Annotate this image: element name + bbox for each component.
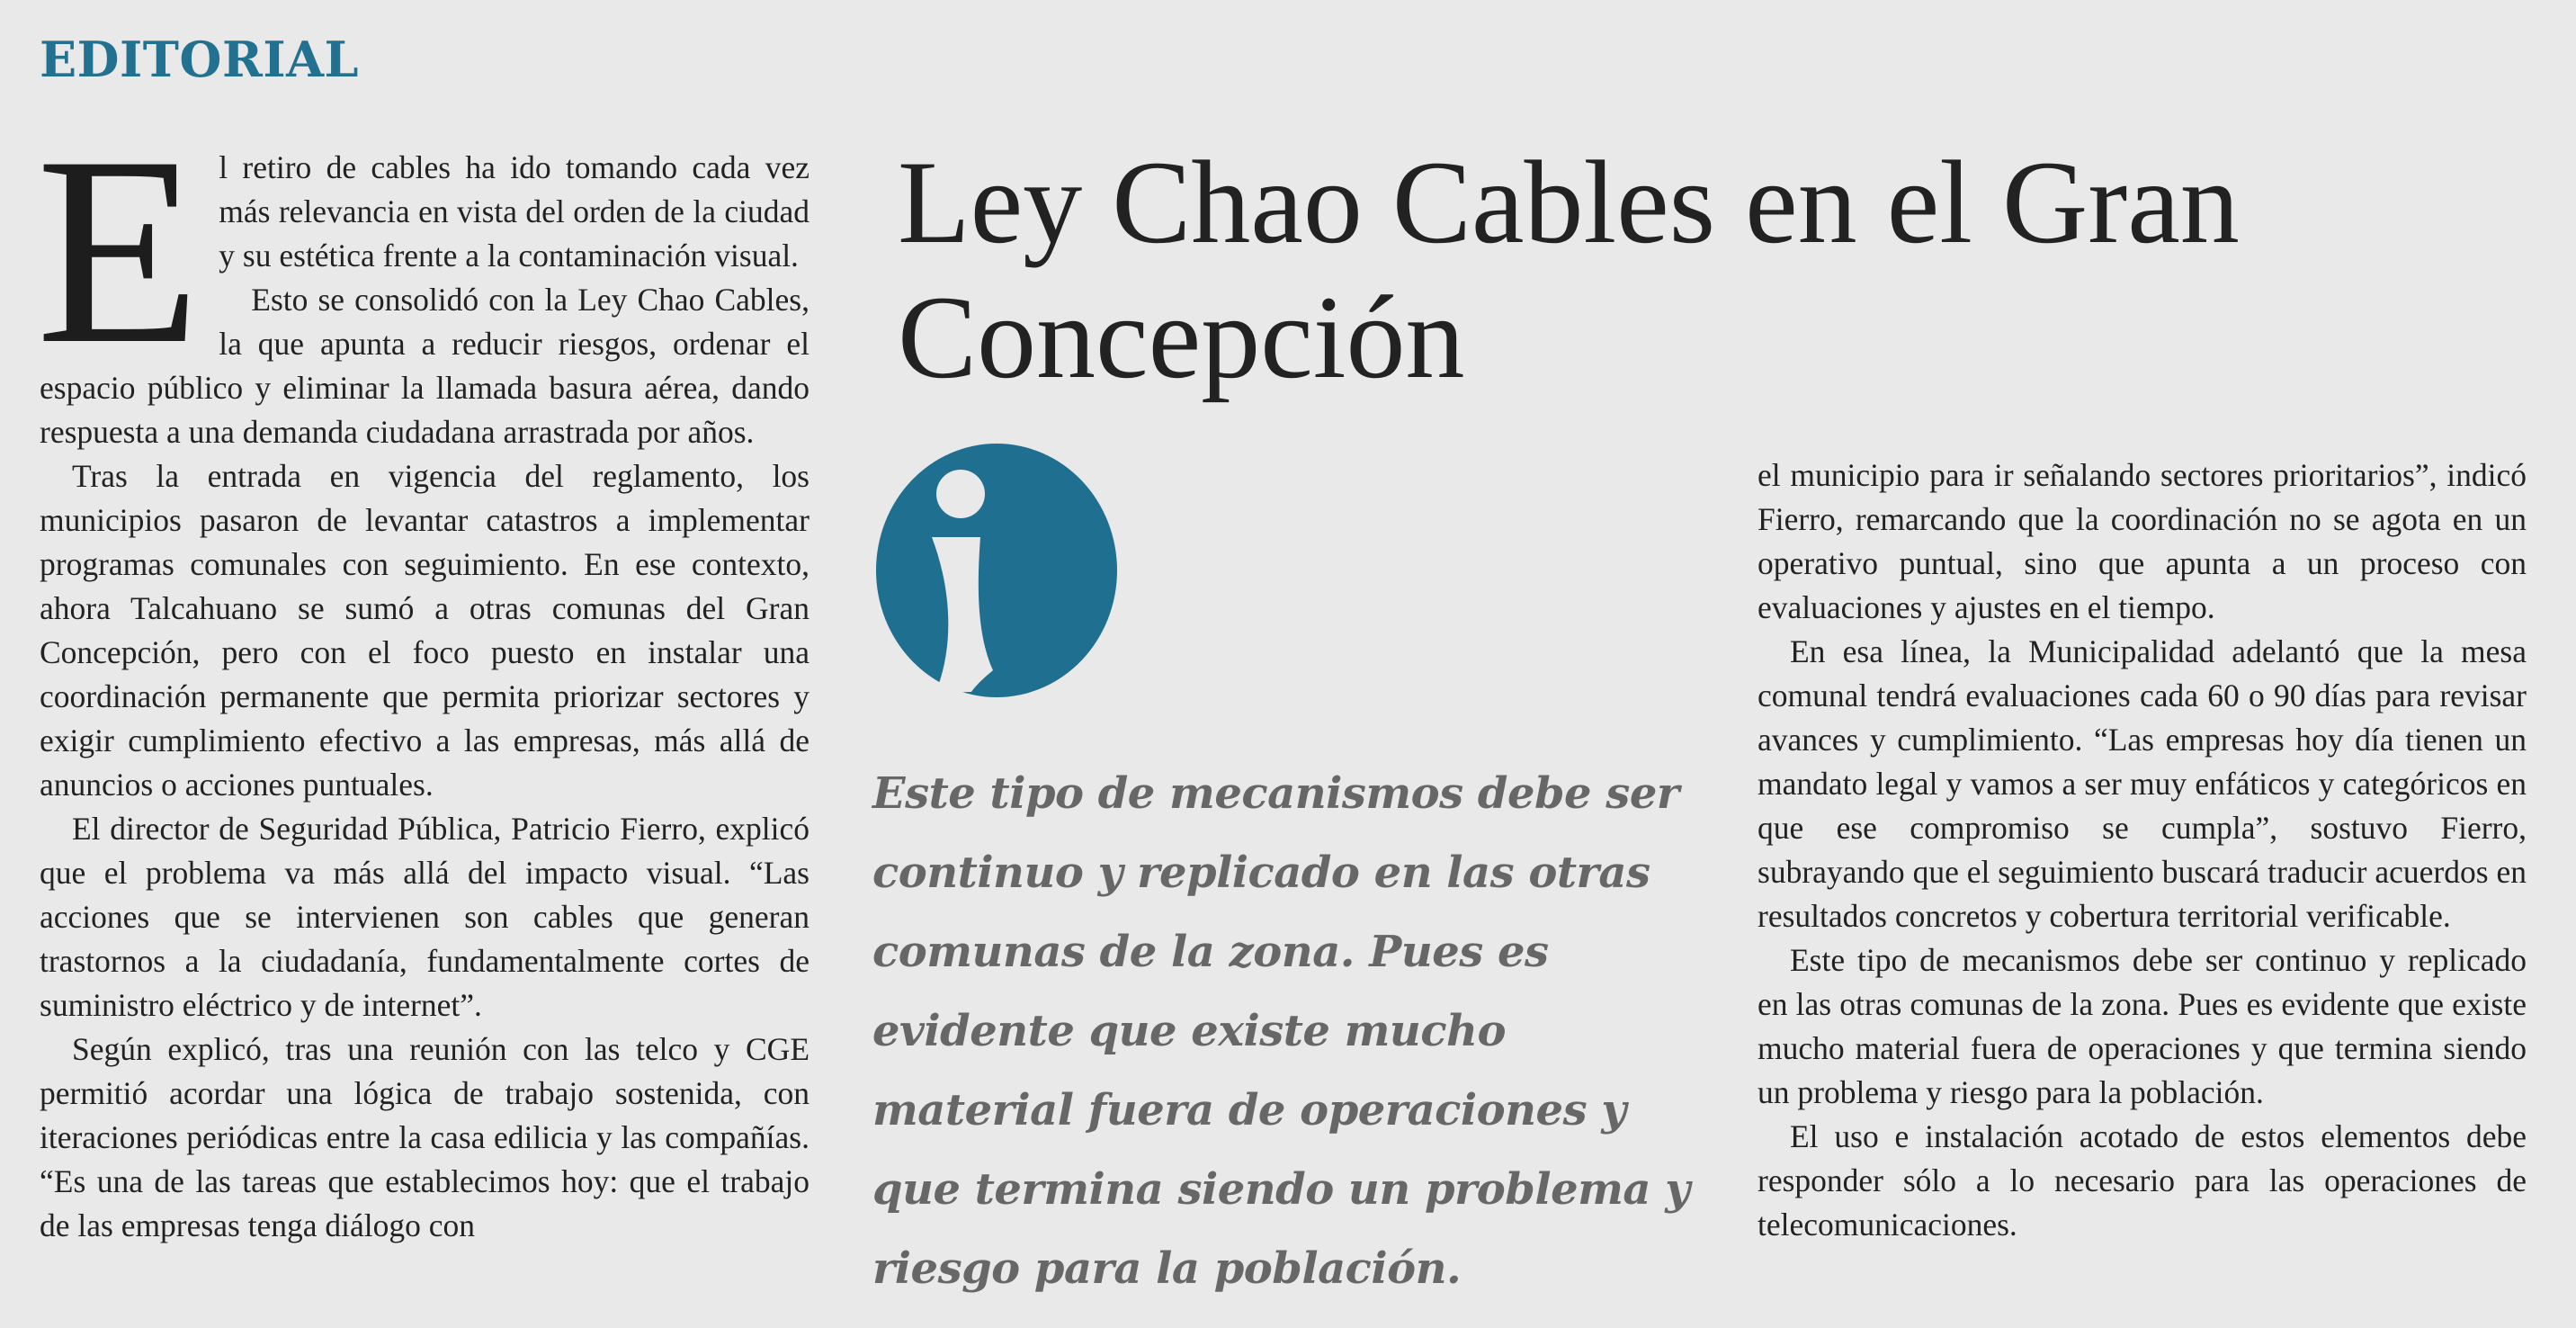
paragraph: El director de Seguridad Pública, Patricio Fierro, explicó que el problema va más allá del impacto visual. “Las acciones que se intervienen son cables que generan trastornos a la ciudadanía, fundamentalmente cortes de suministro eléctrico y de internet”. bbox=[40, 811, 809, 1023]
right-column bbox=[1758, 453, 2527, 1247]
paragraph: el municipio para ir señalando sectores prioritarios”, indicó Fierro, remarcando que la coordinación no se agota en un operativo puntual, sino que apunta a un proceso con evaluaciones y ajustes en el tiempo. bbox=[1758, 457, 2527, 625]
icon-circle bbox=[876, 444, 1117, 697]
info-i-icon bbox=[876, 444, 1117, 697]
paragraph: Esto se consolidó con la Ley Chao Cables, la que apunta a reducir riesgos, ordenar el espacio público y eliminar la llamada basura aérea, dando respuesta a una demanda ciudadana arrastrada por años. bbox=[40, 282, 809, 450]
drop-cap: E bbox=[36, 101, 201, 399]
paragraph: Según explicó, tras una reunión con las telco y CGE permitió acordar una lógica de trabajo sostenida, con iteraciones periódicas entre la casa edilicia y las compañías. “Es una de las tareas que establecimos hoy: que el trabajo de las empresas tenga diálogo con bbox=[40, 1031, 809, 1243]
icon-dot bbox=[936, 470, 985, 518]
pull-quote: Este tipo de mecanismos debe ser continuo y replicado en las otras comunas de la zona. Pues es evidente que existe mucho material fuera de operaciones y que termina siendo un problema y riesgo para la población. bbox=[872, 768, 1690, 1294]
headline: Ley Chao Cables en el Gran Concepción bbox=[898, 136, 2240, 403]
left-column bbox=[36, 101, 809, 1248]
paragraph: En esa línea, la Municipalidad adelantó que la mesa comunal tendrá evaluaciones cada 60 o 90 días para revisar avances y cumplimiento. “Las empresas hoy día tienen un mandato legal y vamos a ser muy enfáticos y categóricos en que ese compromiso se cumpla”, sostuvo Fierro, subrayando que el seguimiento buscará traducir acuerdos en resultados concretos y cobertura territorial verificable. bbox=[1758, 633, 2527, 934]
paragraph: El uso e instalación acotado de estos elementos debe responder sólo a lo necesario para las operaciones de telecomunicaciones. bbox=[1758, 1118, 2527, 1243]
paragraph: Este tipo de mecanismos debe ser continuo y replicado en las otras comunas de la zona. Pues es evidente que existe mucho material fuera de operaciones y que termina siendo un problema y riesgo para la población. bbox=[1758, 942, 2527, 1110]
first-paragraph-text: l retiro de cables ha ido tomando cada vez más relevancia en vista del orden de la ciudad y su estética frente a la contaminación visual. bbox=[219, 149, 809, 274]
section-label: EDITORIAL bbox=[40, 31, 359, 88]
paragraph: Tras la entrada en vigencia del reglamento, los municipios pasaron de levantar catastros a implementar programas comunales con seguimiento. En ese contexto, ahora Talcahuano se sumó a otras comunas del Gran Concepción, pero con el foco puesto en instalar una coordinación permanente que permita priorizar sectores y exigir cumplimiento efectivo a las empresas, más allá de anuncios o acciones puntuales. bbox=[40, 458, 809, 803]
